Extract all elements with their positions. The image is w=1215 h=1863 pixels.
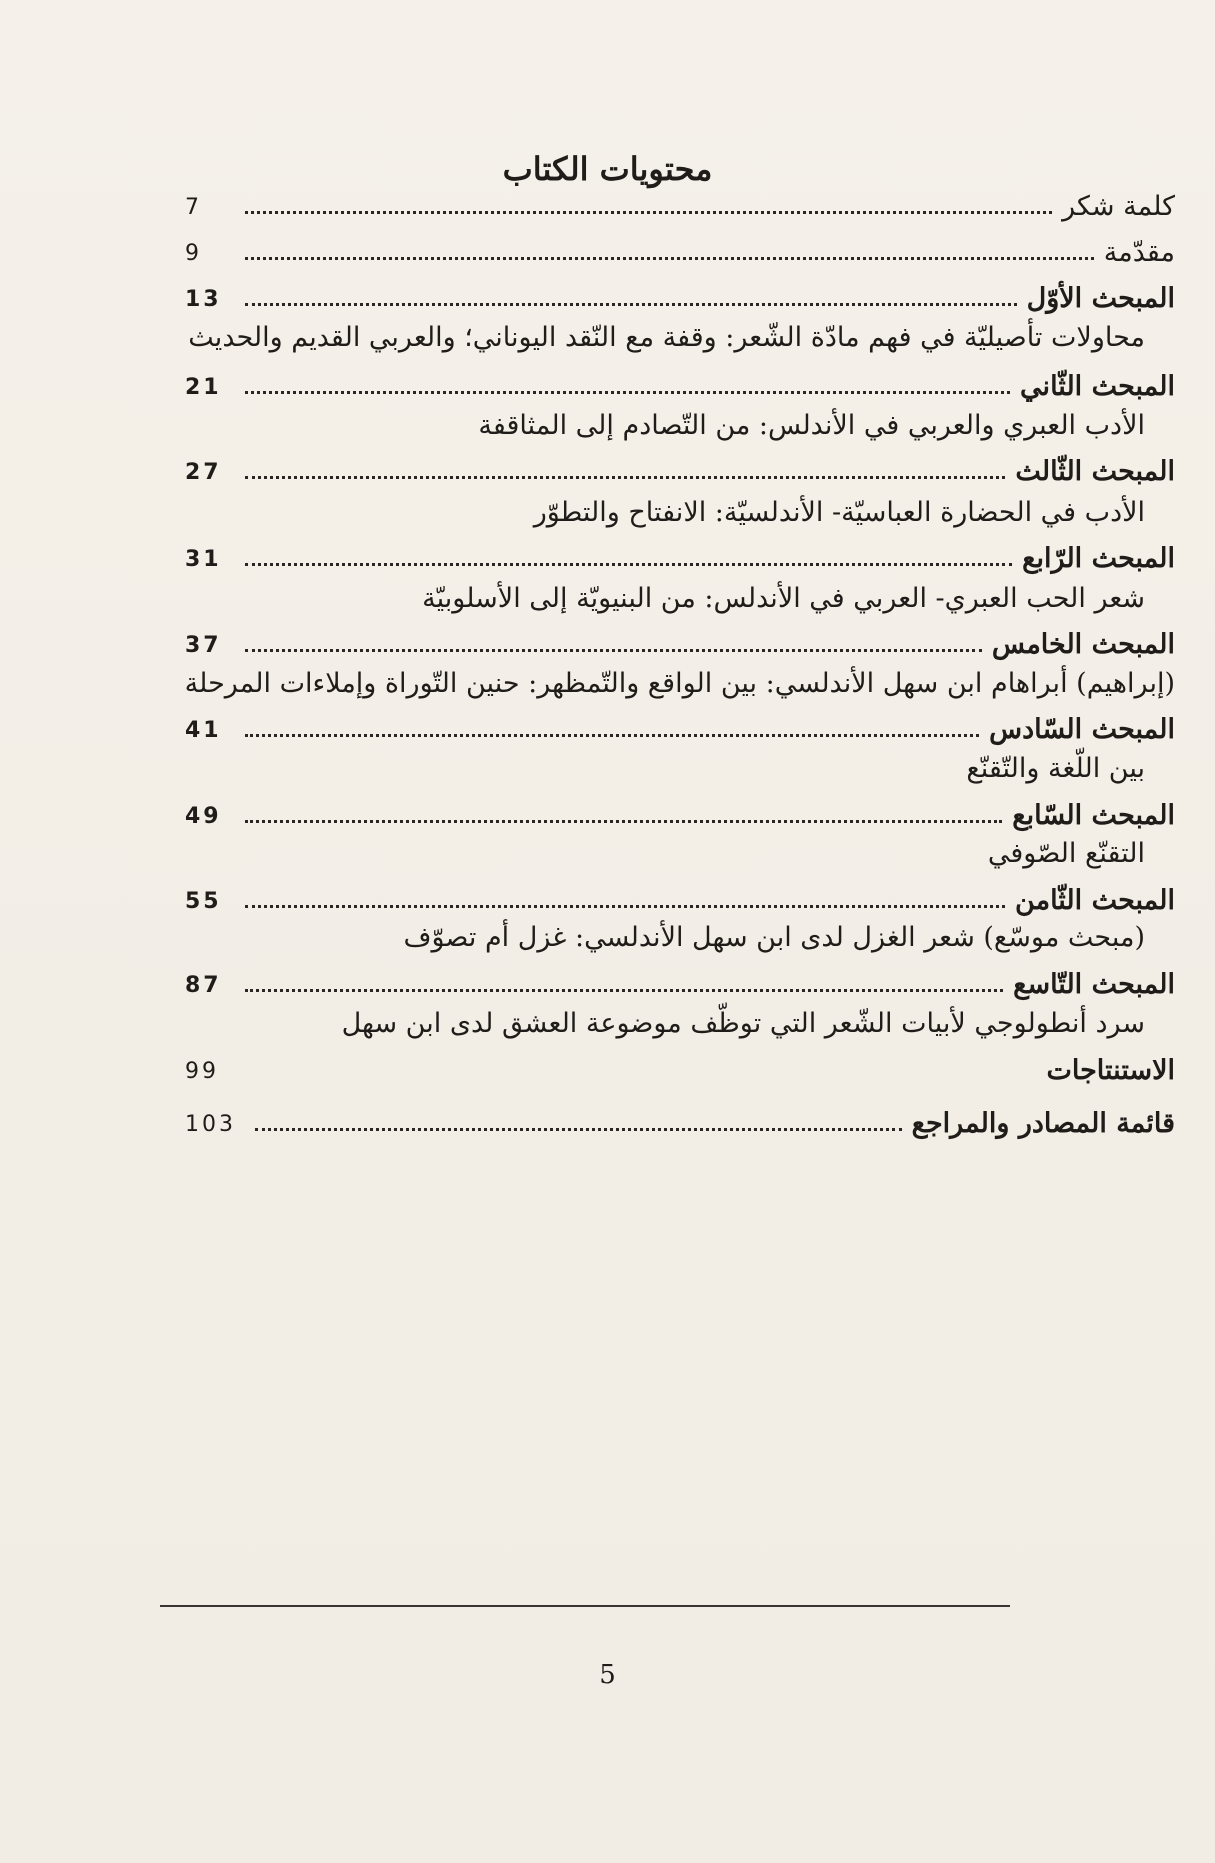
toc-page-number: 99 — [185, 1059, 219, 1084]
toc-entry — [185, 958, 1175, 1004]
toc-entry — [185, 272, 1175, 318]
toc-page-number: 13 — [185, 287, 222, 312]
toc-page-number: 87 — [185, 973, 222, 998]
toc-page-number: 103 — [185, 1112, 236, 1137]
toc-entry-subtitle: التقنّع الصّوفي — [987, 838, 1145, 869]
page-number: 5 — [599, 1660, 616, 1690]
leader-dots — [245, 820, 1002, 823]
toc-page-number: 49 — [185, 804, 222, 829]
toc-page-number: 37 — [185, 633, 222, 658]
toc-entry-title: المبحث السّادس — [989, 714, 1175, 745]
leader-dots — [245, 303, 1017, 306]
toc-entry — [185, 618, 1175, 664]
toc-entry — [185, 360, 1175, 406]
toc-entry-subtitle: شعر الحب العبري- العربي في الأندلس: من البنيويّة إلى الأسلوبيّة — [422, 583, 1145, 614]
toc-entry — [185, 703, 1175, 749]
toc-entry — [185, 532, 1175, 578]
toc-entry-title: المبحث الثّاني — [1020, 371, 1175, 402]
toc-page-number: 27 — [185, 460, 222, 485]
toc-entry-title: المبحث التّاسع — [1013, 969, 1175, 1000]
toc-entry-subtitle: الأدب العبري والعربي في الأندلس: من التّصادم إلى المثاقفة — [478, 410, 1145, 441]
leader-dots — [245, 734, 979, 737]
toc-page-number: 21 — [185, 375, 222, 400]
toc-entry-subtitle: الأدب في الحضارة العباسيّة- الأندلسيّة: الانفتاح والتطوّر — [533, 497, 1145, 528]
toc-entry — [185, 789, 1175, 835]
toc-entry — [185, 180, 1175, 226]
leader-dots — [245, 211, 1052, 214]
toc-entry-subtitle: محاولات تأصيليّة في فهم مادّة الشّعر: وقفة مع النّقد اليوناني؛ والعربي القديم والحديث — [188, 322, 1145, 353]
toc-page-number: 41 — [185, 718, 222, 743]
toc-page-number: 31 — [185, 547, 222, 572]
toc-page-number: 9 — [185, 241, 202, 266]
leader-dots — [245, 905, 1005, 908]
toc-entry-title: المبحث الثّامن — [1015, 885, 1175, 916]
toc-entry-title: قائمة المصادر والمراجع — [911, 1108, 1175, 1139]
toc-page-number: 55 — [185, 889, 222, 914]
toc-entry-title: المبحث الخامس — [991, 629, 1175, 660]
toc-entry-title: مقدّمة — [1103, 237, 1175, 268]
toc-title: محتويات الكتاب — [502, 150, 713, 188]
toc-entry — [185, 1097, 1175, 1143]
toc-entry — [185, 226, 1175, 272]
toc-entry-title: كلمة شكر — [1062, 191, 1175, 222]
toc-page-number: 7 — [185, 195, 202, 220]
leader-dots — [245, 649, 982, 652]
toc-entry-title: المبحث الرّابع — [1022, 543, 1175, 574]
toc-entry — [185, 874, 1175, 920]
toc-entry-subtitle: سرد أنطولوجي لأبيات الشّعر التي توظّف موضوعة العشق لدى ابن سهل — [341, 1008, 1145, 1039]
toc-entry-subtitle: بين اللّغة والتّقنّع — [966, 753, 1145, 784]
toc-entry-title: الاستنتاجات — [1046, 1055, 1175, 1086]
toc-entry-title: المبحث الثّالث — [1015, 456, 1175, 487]
leader-dots — [245, 563, 1012, 566]
leader-dots — [255, 1128, 902, 1131]
leader-dots — [245, 391, 1010, 394]
leader-dots — [245, 989, 1003, 992]
toc-entry-title: المبحث السّابع — [1012, 800, 1175, 831]
leader-dots — [245, 476, 1005, 479]
toc-entry — [185, 1044, 1175, 1090]
toc-entry-title: المبحث الأوّل — [1026, 283, 1175, 314]
toc-entry-subtitle: (مبحث موسّع) شعر الغزل لدى ابن سهل الأندلسي: غزل أم تصوّف — [403, 922, 1145, 953]
footer-rule — [160, 1605, 1010, 1607]
leader-dots — [245, 257, 1094, 260]
toc-entry-subtitle: (إبراهيم) أبراهام ابن سهل الأندلسي: بين الواقع والتّمظهر: حنين التّوراة وإملاءات المرحلة — [184, 668, 1175, 699]
toc-entry — [185, 445, 1175, 491]
